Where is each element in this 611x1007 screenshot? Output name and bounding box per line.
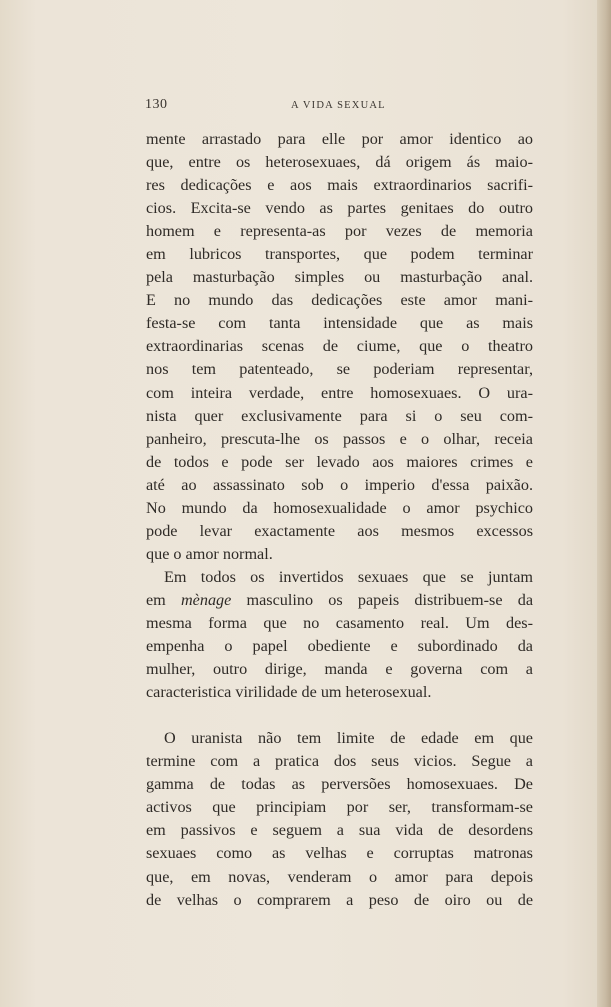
body-text — [146, 128, 533, 912]
text-line: gamma de todas as perversões homosexuaes. De — [146, 775, 533, 794]
paragraph-gap — [146, 704, 533, 727]
text-line: O uranista não tem limite de edade em que — [164, 729, 533, 748]
text-line: festa-se com tanta intensidade que as mais — [146, 314, 533, 333]
text-line: homem e representa-as por vezes de memoria — [146, 222, 533, 241]
text-line: pode levar exactamente aos mesmos excessos — [146, 521, 533, 540]
text-line: activos que principiam por ser, transformam-se — [146, 798, 533, 817]
text-line: pela masturbação simples ou masturbação anal. — [146, 268, 533, 287]
text-line: extraordinarias scenas de ciume, que o theatro — [146, 337, 533, 356]
text-fragment: masculino os papeis distribuem-se da — [246, 590, 533, 609]
page-number: 130 — [145, 97, 168, 112]
text-line: E no mundo das dedicações este amor mani- — [146, 291, 533, 310]
text-line: res dedicações e aos mais extraordinarios sacrifi- — [146, 176, 533, 195]
text-line: em lubricos transportes, que podem terminar — [146, 245, 533, 264]
text-line: que, entre os heterosexuaes, dá origem ás maio- — [146, 153, 533, 172]
text-line: em passivos e seguem a sua vida de desordens — [146, 821, 533, 840]
text-line: sexuaes como as velhas e corruptas matronas — [146, 844, 533, 863]
text-line: cios. Excita-se vendo as partes genitaes do outro — [146, 199, 533, 218]
text-line: caracteristica virilidade de um heterosexual. — [146, 683, 432, 702]
text-fragment: em — [146, 590, 166, 609]
italic-word: mènage — [180, 590, 232, 609]
text-line: com inteira verdade, entre homosexuaes. O ura- — [146, 383, 533, 402]
text-line: mente arrastado para elle por amor identico ao — [146, 130, 533, 148]
text-line: panheiro, prescuta-lhe os passos e o olhar, receia — [146, 429, 533, 448]
text-line: nos tem patenteado, se poderiam representar, — [146, 360, 533, 379]
text-line: Em todos os invertidos sexuaes que se juntam — [164, 567, 533, 586]
text-line: que o amor normal. — [146, 544, 273, 563]
page-edge-shadow — [597, 0, 611, 1007]
running-title: A VIDA SEXUAL — [291, 100, 386, 111]
text-line: de todos e pode ser levado aos maiores crimes e — [146, 452, 533, 471]
text-line: empenha o papel obediente e subordinado da — [146, 637, 533, 656]
text-line: termine com a pratica dos seus vicios. Segue a — [146, 752, 533, 771]
text-line: mulher, outro dirige, manda e governa com a — [146, 660, 533, 679]
text-line-with-italic — [146, 589, 533, 612]
text-line: até ao assassinato sob o imperio d'essa paixão. — [146, 475, 533, 494]
text-line: nista quer exclusivamente para si o seu com- — [146, 406, 533, 425]
text-line: de velhas o comprarem a peso de oiro ou de — [146, 890, 533, 909]
running-head — [145, 97, 533, 117]
text-line: que, em novas, venderam o amor para depois — [146, 867, 533, 886]
text-line: mesma forma que no casamento real. Um des- — [146, 613, 533, 632]
text-line: No mundo da homosexualidade o amor psychico — [146, 498, 533, 517]
